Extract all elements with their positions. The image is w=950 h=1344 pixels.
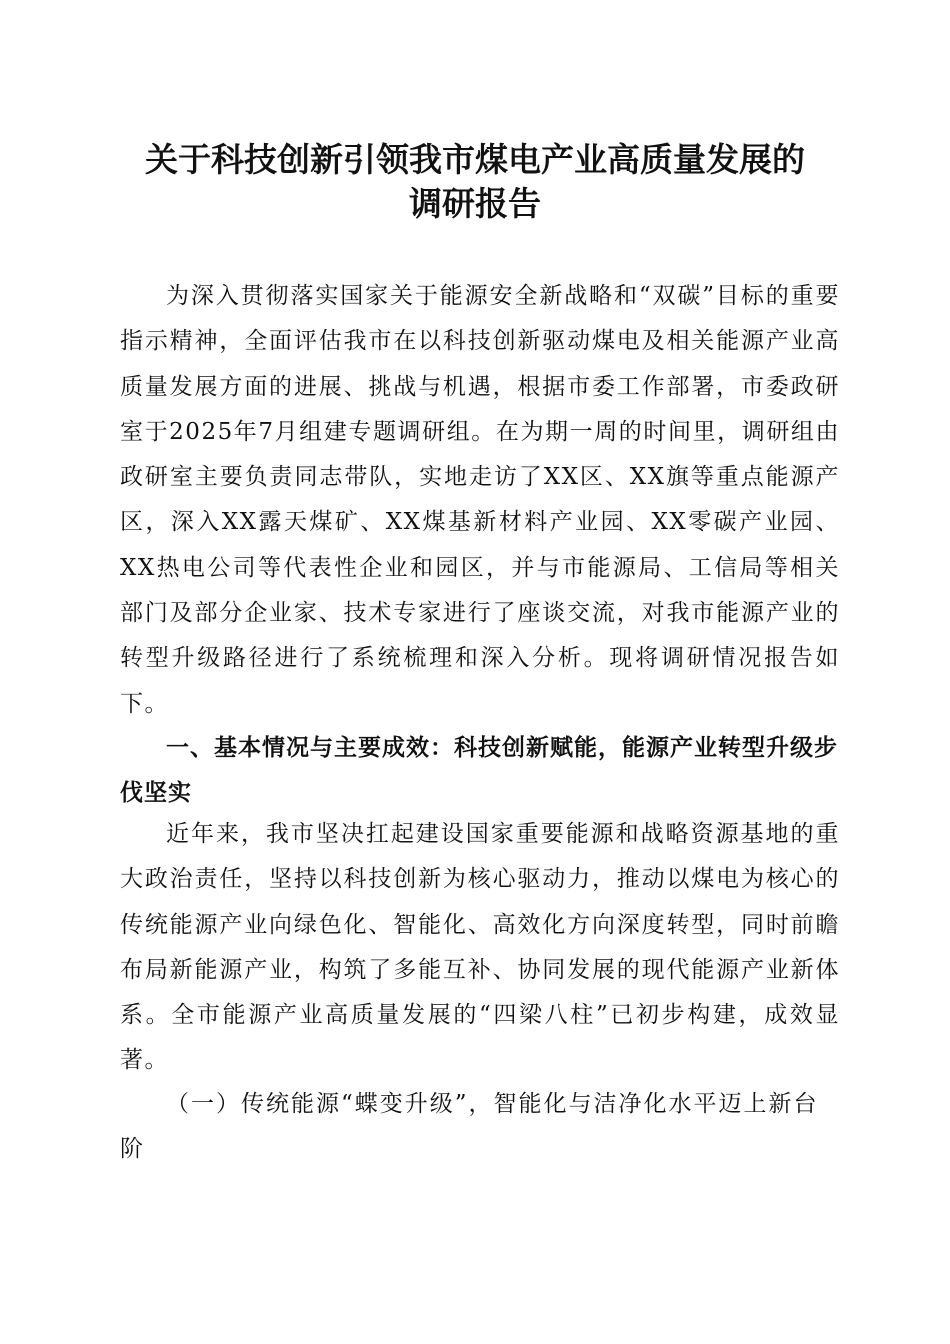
intro-paragraph: 为深入贯彻落实国家关于能源安全新战略和“双碳”目标的重要指示精神，全面评估我市在以科技创新驱动煤电及相关能源产业高质量发展方面的进展、挑战与机遇，根据市委工作部署，市委政研室于2025年7月组建专题调研组。在为期一周的时间里，调研组由政研室主要负责同志带队，实地走访了XX区、XX旗等重点能源产区，深入XX露天煤矿、XX煤基新材料产业园、XX零碳产业园、XX热电公司等代表性企业和园区，并与市能源局、工信局等相关部门及部分企业家、技术专家进行了座谈交流，对我市能源产业的转型升级路径进行了系统梳理和深入分析。现将调研情况报告如下。 [120,283,840,717]
document-title [100,138,850,226]
subsection-1-heading: （一）传统能源“蝶变升级”，智能化与洁净化水平迈上新台阶 [120,1091,819,1163]
title-line-1: 关于科技创新引领我市煤电产业高质量发展的 [145,140,805,179]
section-1-heading: 一、基本情况与主要成效：科技创新赋能，能源产业转型升级步伐坚实 [120,735,838,807]
title-line-2: 调研报告 [409,184,541,223]
section-1-paragraph: 近年来，我市坚决扛起建设国家重要能源和战略资源基地的重大政治责任，坚持以科技创新为核心驱动力，推动以煤电为核心的传统能源产业向绿色化、智能化、高效化方向深度转型，同时前瞻布局新能源产业，构筑了多能互补、协同发展的现代能源产业新体系。全市能源产业高质量发展的“四梁八柱”已初步构建，成效显著。 [120,821,840,1074]
